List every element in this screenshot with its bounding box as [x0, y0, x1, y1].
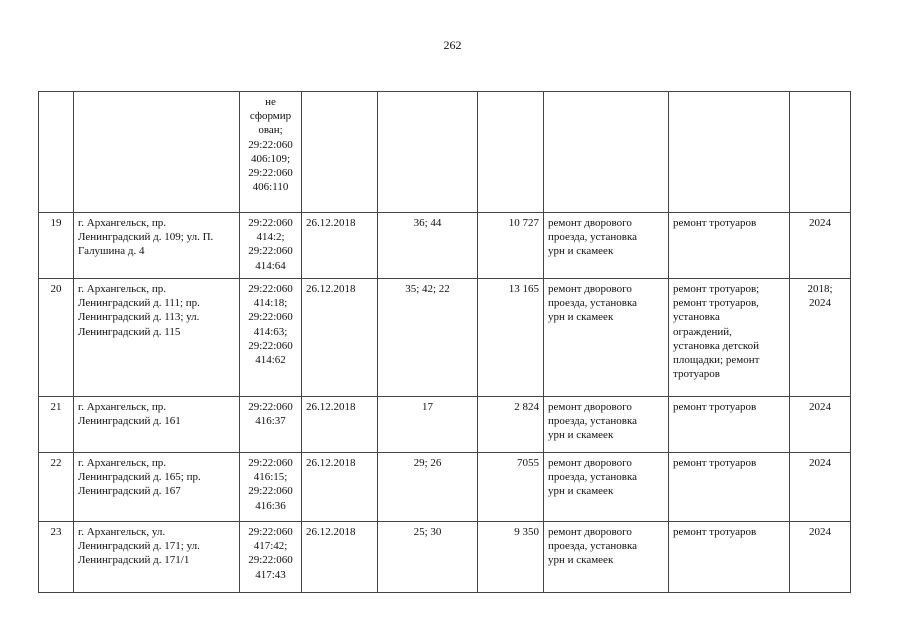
row-number	[39, 92, 74, 213]
year-cell: 2024	[790, 453, 851, 522]
table-row	[39, 453, 851, 522]
prev-numbers-cell: 29; 26	[378, 453, 478, 522]
cadastral-number-cell: 29:22:060 417:42; 29:22:060 417:43	[240, 522, 302, 593]
row-number: 20	[39, 279, 74, 397]
table-row	[39, 92, 851, 213]
area-cell: 2 824	[478, 397, 544, 453]
year-cell: 2024	[790, 397, 851, 453]
planned-works-cell: ремонт тротуаров	[669, 522, 790, 593]
date-cell: 26.12.2018	[302, 279, 378, 397]
date-cell: 26.12.2018	[302, 397, 378, 453]
prev-numbers-cell	[378, 92, 478, 213]
cadastral-number-cell: 29:22:060 414:2; 29:22:060 414:64	[240, 213, 302, 279]
works-cell: ремонт дворового проезда, установка урн и скамеек	[544, 213, 669, 279]
row-number: 22	[39, 453, 74, 522]
row-number: 19	[39, 213, 74, 279]
works-cell: ремонт дворового проезда, установка урн и скамеек	[544, 453, 669, 522]
works-cell	[544, 92, 669, 213]
planned-works-cell: ремонт тротуаров	[669, 213, 790, 279]
planned-works-cell: ремонт тротуаров	[669, 397, 790, 453]
row-number: 23	[39, 522, 74, 593]
area-cell: 7055	[478, 453, 544, 522]
address-cell	[74, 92, 240, 213]
works-cell: ремонт дворового проезда, установка урн и скамеек	[544, 279, 669, 397]
area-cell: 9 350	[478, 522, 544, 593]
area-cell: 10 727	[478, 213, 544, 279]
table-row	[39, 279, 851, 397]
prev-numbers-cell: 36; 44	[378, 213, 478, 279]
year-cell: 2018; 2024	[790, 279, 851, 397]
cadastral-number-cell: 29:22:060 416:15; 29:22:060 416:36	[240, 453, 302, 522]
year-cell: 2024	[790, 522, 851, 593]
address-cell: г. Архангельск, пр. Ленинградский д. 161	[74, 397, 240, 453]
works-cell: ремонт дворового проезда, установка урн и скамеек	[544, 397, 669, 453]
page-number: 262	[443, 38, 462, 52]
area-cell: 13 165	[478, 279, 544, 397]
planned-works-cell	[669, 92, 790, 213]
date-cell: 26.12.2018	[302, 213, 378, 279]
date-cell: 26.12.2018	[302, 522, 378, 593]
area-cell	[478, 92, 544, 213]
address-cell: г. Архангельск, пр. Ленинградский д. 165; пр. Ленинградский д. 167	[74, 453, 240, 522]
prev-numbers-cell: 35; 42; 22	[378, 279, 478, 397]
date-cell: 26.12.2018	[302, 453, 378, 522]
row-number: 21	[39, 397, 74, 453]
year-cell: 2024	[790, 213, 851, 279]
prev-numbers-cell: 25; 30	[378, 522, 478, 593]
works-cell: ремонт дворового проезда, установка урн и скамеек	[544, 522, 669, 593]
address-cell: г. Архангельск, пр. Ленинградский д. 109; ул. П. Галушина д. 4	[74, 213, 240, 279]
improvement-table	[38, 91, 851, 593]
date-cell	[302, 92, 378, 213]
prev-numbers-cell: 17	[378, 397, 478, 453]
address-cell: г. Архангельск, ул. Ленинградский д. 171; ул. Ленинградский д. 171/1	[74, 522, 240, 593]
table-row	[39, 522, 851, 593]
planned-works-cell: ремонт тротуаров	[669, 453, 790, 522]
cadastral-number-cell: 29:22:060 416:37	[240, 397, 302, 453]
table-row	[39, 213, 851, 279]
address-cell: г. Архангельск, пр. Ленинградский д. 111; пр. Ленинградский д. 113; ул. Ленинградский д. 115	[74, 279, 240, 397]
table-row	[39, 397, 851, 453]
cadastral-number-cell: не сформир ован; 29:22:060 406:109; 29:22:060 406:110	[240, 92, 302, 213]
year-cell	[790, 92, 851, 213]
planned-works-cell: ремонт тротуаров; ремонт тротуаров, установка ограждений, установка детской площадки; ремонт тротуаров	[669, 279, 790, 397]
cadastral-number-cell: 29:22:060 414:18; 29:22:060 414:63; 29:22:060 414:62	[240, 279, 302, 397]
